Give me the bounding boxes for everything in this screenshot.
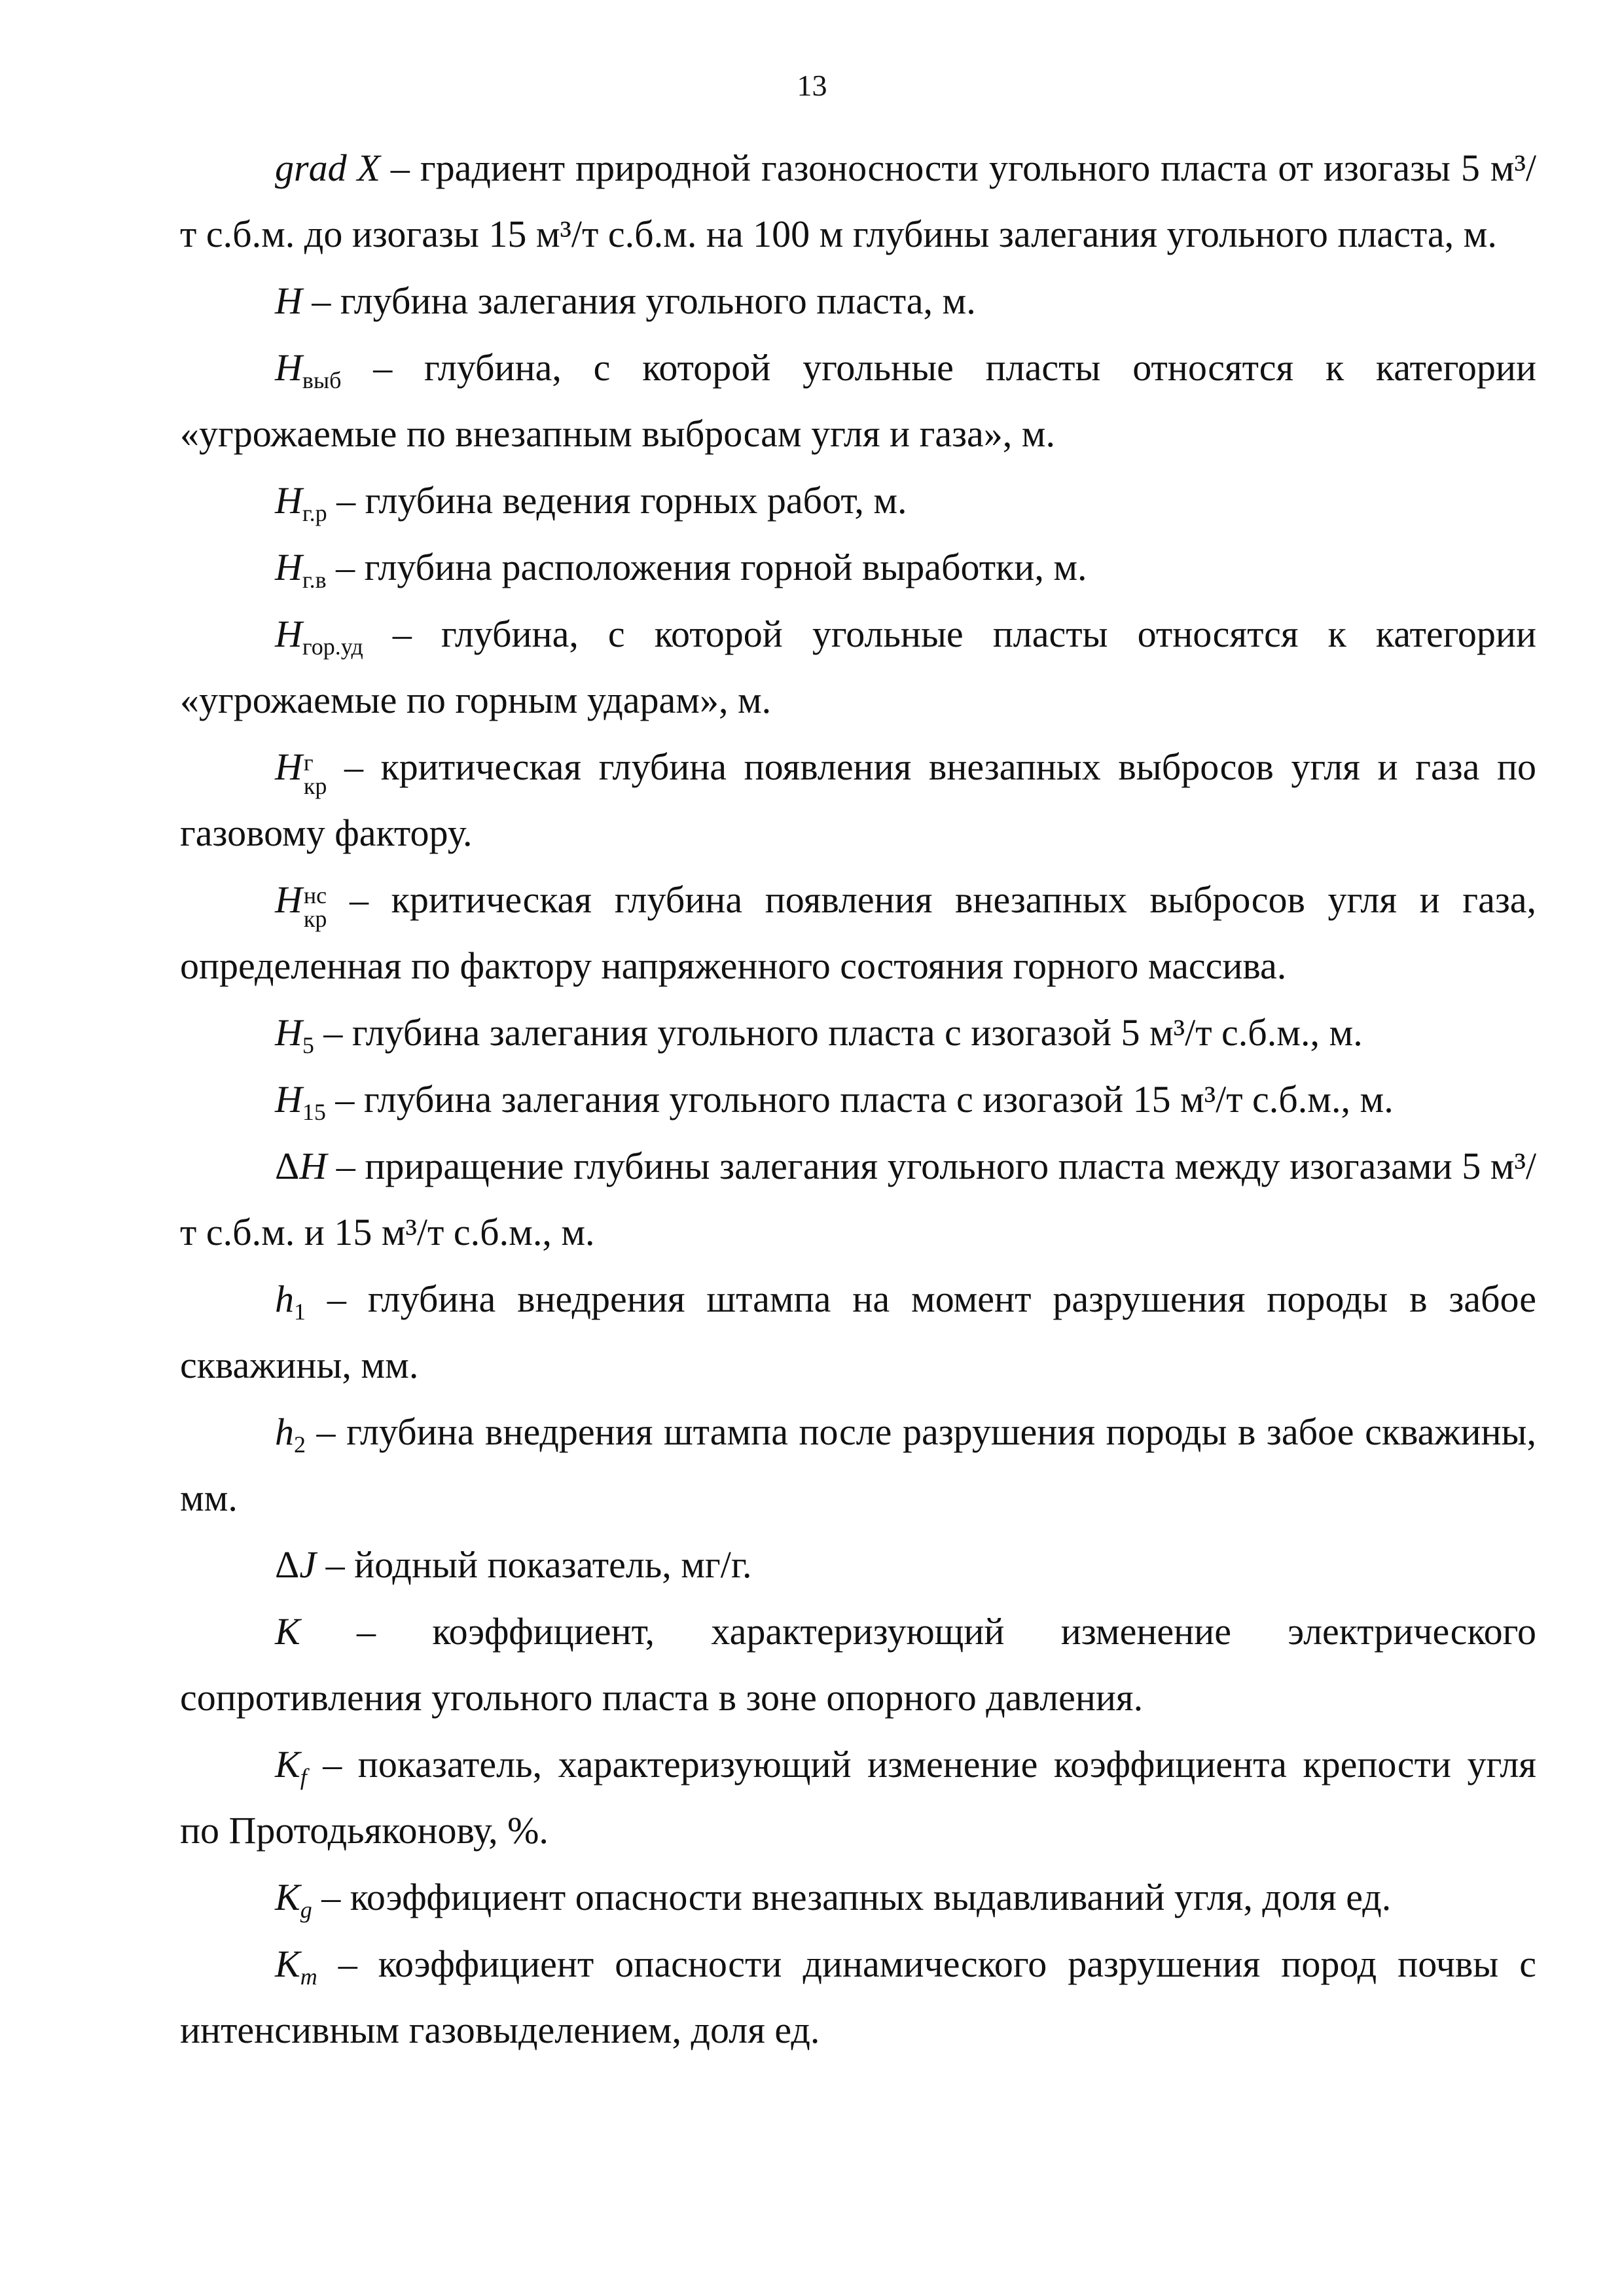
definition-dH	[180, 1133, 1536, 1265]
definition-text: – критическая глубина появления внезапных выбросов угля и газа по газовому фактору.	[180, 745, 1536, 854]
definition-Kf	[180, 1731, 1536, 1863]
definition-dJ	[180, 1532, 1536, 1598]
definition-term: $H_5$	[275, 1011, 314, 1058]
definition-term: $h_2$	[275, 1410, 306, 1458]
definition-Km	[180, 1931, 1536, 2063]
definition-H15	[180, 1066, 1536, 1132]
definition-H	[180, 268, 1536, 334]
definition-term: ΔJ	[275, 1543, 317, 1586]
definition-term: H г кр	[275, 745, 327, 799]
definition-term: H нс кр	[275, 878, 327, 932]
definition-text: – глубина ведения горных работ, м.	[327, 479, 907, 522]
definition-text: – глубина, с которой угольные пласты относятся к категории «угрожаемые по горным ударам», м.	[180, 613, 1536, 721]
definition-term: $H_{выб}$	[275, 346, 342, 393]
definition-H5	[180, 999, 1536, 1066]
definition-text: – приращение глубины залегания угольного пласта между изогазами 5 м³/т с.б.м. и 15 м³/т с.б.м., м.	[180, 1145, 1536, 1253]
definition-term: $H_{г.в}$	[275, 546, 327, 593]
definition-Kg	[180, 1864, 1536, 1930]
definition-term: $H_{г.р}$	[275, 479, 327, 526]
definition-h2	[180, 1399, 1536, 1531]
definition-gradX	[180, 135, 1536, 267]
definition-text: – коэффициент опасности динамического разрушения пород почвы с интенсивным газовыделением, доля ед.	[180, 1943, 1536, 2051]
definitions-list	[180, 135, 1536, 2064]
definition-Hgorud	[180, 601, 1536, 733]
definition-text: – йодный показатель, мг/г.	[316, 1543, 752, 1586]
definition-text: – коэффициент, характеризующий изменение электрического сопротивления угольного пласта в зоне опорного давления.	[180, 1610, 1536, 1719]
definition-Hkrns	[180, 867, 1536, 999]
definition-term: $H_{гор.уд}$	[275, 613, 363, 660]
definition-Hkrg	[180, 734, 1536, 866]
definition-term: H	[275, 279, 302, 322]
definition-term: $K_m$	[275, 1943, 317, 1990]
definition-term: grad X	[275, 147, 380, 189]
definition-term: $H_{15}$	[275, 1078, 326, 1125]
definition-text: – глубина залегания угольного пласта с изогазой 5 м³/т с.б.м., м.	[314, 1011, 1363, 1054]
definition-text: – глубина залегания угольного пласта, м.	[302, 279, 976, 322]
definition-text: – глубина, с которой угольные пласты относятся к категории «угрожаемые по внезапным выбросам угля и газа», м.	[180, 346, 1536, 455]
definition-term: $K_g$	[275, 1876, 312, 1923]
definition-text: – глубина внедрения штампа после разрушения породы в забое скважины, мм.	[180, 1410, 1536, 1519]
page-number: 13	[797, 69, 827, 102]
definition-text: – глубина расположения горной выработки, м.	[326, 546, 1087, 588]
definition-Hgv	[180, 534, 1536, 600]
definition-term: $h_1$	[275, 1278, 306, 1325]
definition-text: – градиент природной газоносности угольного пласта от изогазы 5 м³/т с.б.м. до изогазы 15 м³/т с.б.м. на 100 м глубины залегания угольного пласта, м.	[180, 147, 1536, 255]
definition-term: K	[275, 1610, 300, 1653]
definition-Hvyb	[180, 334, 1536, 467]
definition-term: ΔH	[275, 1145, 327, 1187]
definition-text: – показатель, характеризующий изменение коэффициента крепости угля по Протодьяконову, %.	[180, 1743, 1536, 1852]
definition-h1	[180, 1266, 1536, 1398]
definition-text: – глубина внедрения штампа на момент разрушения породы в забое скважины, мм.	[180, 1278, 1536, 1386]
definition-text: – коэффициент опасности внезапных выдавливаний угля, доля ед.	[312, 1876, 1392, 1918]
definition-text: – критическая глубина появления внезапных выбросов угля и газа, определенная по фактору напряженного состояния горного массива.	[180, 878, 1536, 987]
definition-Hgr	[180, 467, 1536, 533]
definition-text: – глубина залегания угольного пласта с изогазой 15 м³/т с.б.м., м.	[325, 1078, 1394, 1121]
definition-term: $K_f$	[275, 1743, 307, 1790]
definition-K	[180, 1598, 1536, 1731]
